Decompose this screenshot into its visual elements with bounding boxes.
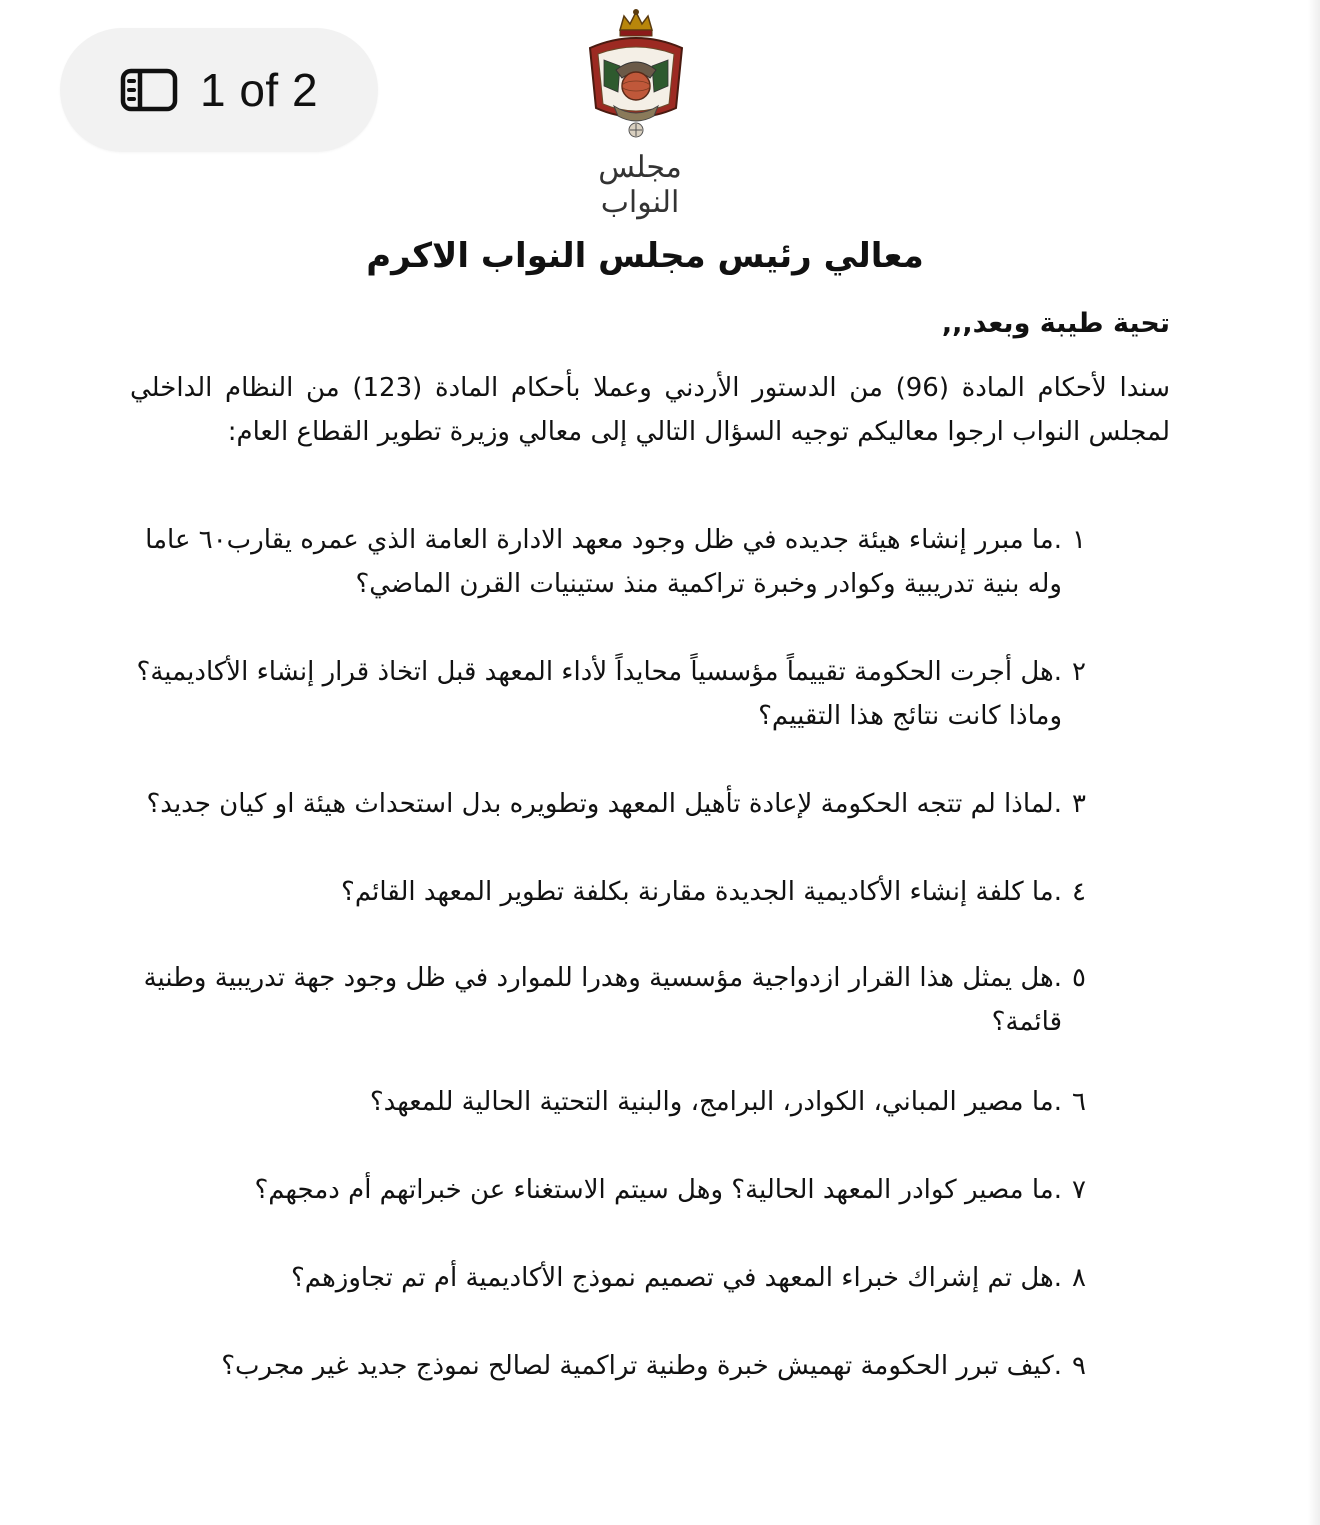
question-number: ٩	[1072, 1351, 1086, 1381]
question-item	[130, 1344, 1090, 1388]
question-number: ٦	[1072, 1087, 1086, 1117]
question-item	[130, 870, 1090, 914]
question-item	[130, 956, 1090, 1044]
questions-list	[130, 518, 1090, 1388]
page-edge	[1308, 0, 1320, 1525]
question-text: .ما مصير كوادر المعهد الحالية؟ وهل سيتم الاستغناء عن خبراتهم أم دمجهم؟	[254, 1175, 1062, 1205]
question-text: .ما كلفة إنشاء الأكاديمية الجديدة مقارنة بكلفة تطوير المعهد القائم؟	[341, 877, 1062, 907]
question-text: .كيف تبرر الحكومة تهميش خبرة وطنية تراكمية لصالح نموذج جديد غير مجرب؟	[221, 1351, 1062, 1381]
coat-of-arms-emblem	[580, 8, 692, 144]
page-indicator[interactable]	[60, 28, 378, 152]
question-number: ٨	[1072, 1263, 1086, 1293]
letter-salutation: معالي رئيس مجلس النواب الاكرم	[366, 236, 924, 276]
page-indicator-label: 1 of 2	[199, 64, 319, 116]
question-item	[130, 1168, 1090, 1212]
institution-name: مجلس النواب	[598, 150, 682, 220]
question-number: ٧	[1072, 1175, 1086, 1205]
page-navigator-icon	[120, 68, 178, 112]
question-text: .ما مصير المباني، الكوادر، البرامج، والبنية التحتية الحالية للمعهد؟	[369, 1087, 1062, 1117]
question-text: .ما مبرر إنشاء هيئة جديده في ظل وجود معهد الادارة العامة الذي عمره يقارب٦٠ عاما وله بنية تدريبية وكوادر وخبرة تراكمية منذ ستينيات القرن الماضي؟	[145, 525, 1062, 599]
question-number: ٢	[1072, 657, 1086, 687]
question-number: ٤	[1072, 877, 1086, 907]
question-number: ٣	[1072, 789, 1086, 819]
question-text: .هل تم إشراك خبراء المعهد في تصميم نموذج الأكاديمية أم تم تجاوزهم؟	[290, 1263, 1062, 1293]
question-text: .هل يمثل هذا القرار ازدواجية مؤسسية وهدرا للموارد في ظل وجود جهة تدريبية وطنية قائمة؟	[143, 963, 1062, 1037]
question-number: ١	[1072, 525, 1086, 555]
question-item	[130, 1080, 1090, 1124]
letter-greeting: تحية طيبة وبعد,,,	[941, 308, 1170, 339]
question-item	[130, 650, 1090, 738]
question-number: ٥	[1072, 963, 1086, 993]
question-item	[130, 1256, 1090, 1300]
question-item	[130, 782, 1090, 826]
letter-intro-paragraph: سندا لأحكام المادة (96) من الدستور الأردني وعملا بأحكام المادة (123) من النظام الداخلي لمجلس النواب ارجوا معاليكم توجيه السؤال التالي إلى معالي وزيرة تطوير القطاع العام:	[130, 373, 1170, 447]
question-text: .هل أجرت الحكومة تقييماً مؤسسياً محايداً لأداء المعهد قبل اتخاذ قرار إنشاء الأكاديمية؟ وماذا كانت نتائج هذا التقييم؟	[136, 657, 1062, 731]
question-item	[130, 518, 1090, 606]
question-text: .لماذا لم تتجه الحكومة لإعادة تأهيل المعهد وتطويره بدل استحداث هيئة او كيان جديد؟	[146, 789, 1062, 819]
